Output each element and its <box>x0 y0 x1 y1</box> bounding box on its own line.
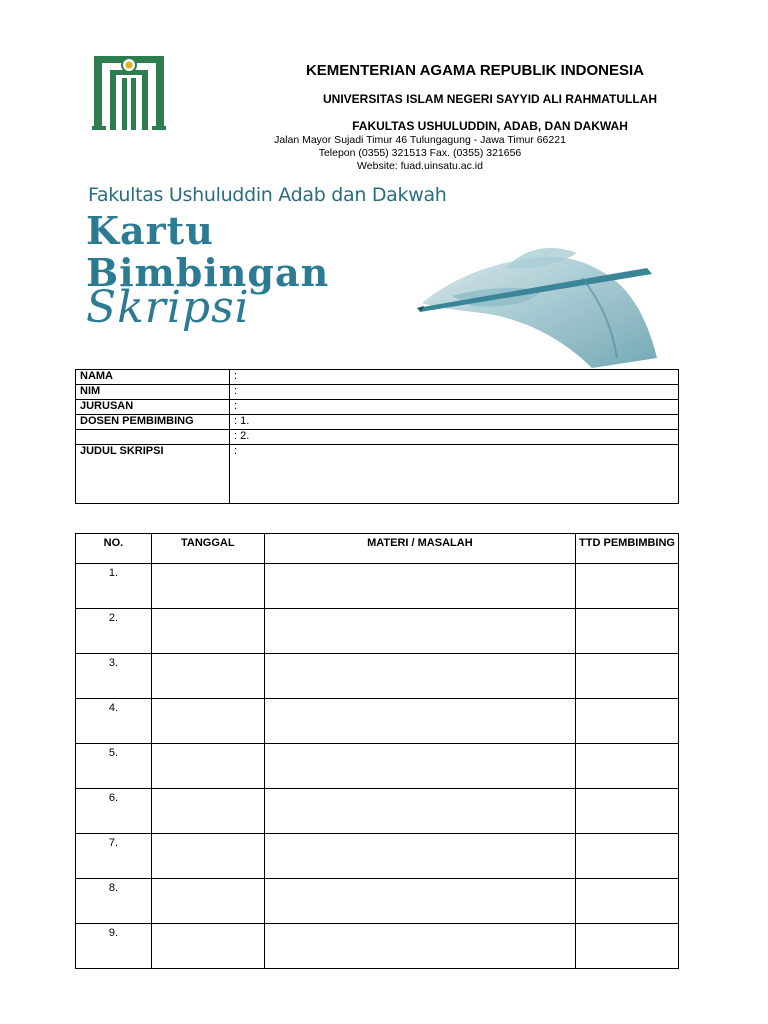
signature-cell <box>576 564 679 609</box>
table-row <box>76 879 679 924</box>
date-cell <box>151 609 264 654</box>
signature-cell <box>576 924 679 969</box>
table-row <box>76 564 679 609</box>
table-row <box>76 385 679 400</box>
university-heading: UNIVERSITAS ISLAM NEGERI SAYYID ALI RAHMATULLAH <box>322 92 657 106</box>
info-value: : 2. <box>230 430 679 445</box>
info-value: : <box>230 400 679 415</box>
table-row <box>76 400 679 415</box>
table-row <box>76 609 679 654</box>
university-logo <box>92 48 166 132</box>
table-row <box>76 789 679 834</box>
date-cell <box>151 834 264 879</box>
table-row <box>76 699 679 744</box>
material-cell <box>264 654 575 699</box>
column-header-no: NO. <box>76 534 152 564</box>
website-line: Website: fuad.uinsatu.ac.id <box>357 160 483 172</box>
info-value: : 1. <box>230 415 679 430</box>
banner-subtitle: Fakultas Ushuluddin Adab dan Dakwah <box>88 184 447 206</box>
table-row <box>76 445 679 504</box>
signature-cell <box>576 699 679 744</box>
table-row <box>76 415 679 430</box>
row-number: 3. <box>76 654 152 699</box>
date-cell <box>151 654 264 699</box>
info-value: : <box>230 445 679 504</box>
material-cell <box>264 699 575 744</box>
table-row <box>76 834 679 879</box>
faculty-heading: FAKULTAS USHULUDDIN, ADAB, DAN DAKWAH <box>352 119 628 133</box>
material-cell <box>264 609 575 654</box>
material-cell <box>264 924 575 969</box>
column-header-signature: TTD PEMBIMBING <box>576 534 679 564</box>
table-row <box>76 430 679 445</box>
table-header-row <box>76 534 679 564</box>
ministry-heading: KEMENTERIAN AGAMA REPUBLIK INDONESIA <box>305 62 645 79</box>
info-label: NIM <box>76 385 230 400</box>
material-cell <box>264 879 575 924</box>
row-number: 5. <box>76 744 152 789</box>
material-cell <box>264 789 575 834</box>
writing-hand-illustration <box>412 208 662 368</box>
signature-cell <box>576 609 679 654</box>
row-number: 1. <box>76 564 152 609</box>
info-value: : <box>230 370 679 385</box>
address-line: Jalan Mayor Sujadi Timur 46 Tulungagung - Jawa Timur 66221 <box>274 134 566 146</box>
info-label <box>76 430 230 445</box>
banner <box>82 178 662 368</box>
signature-cell <box>576 744 679 789</box>
banner-title-line3: Skripsi <box>86 282 250 333</box>
row-number: 2. <box>76 609 152 654</box>
phone-line: Telepon (0355) 321513 Fax. (0355) 321656 <box>318 147 522 159</box>
row-number: 6. <box>76 789 152 834</box>
date-cell <box>151 789 264 834</box>
date-cell <box>151 744 264 789</box>
material-cell <box>264 564 575 609</box>
table-row <box>76 744 679 789</box>
student-info-table <box>75 369 679 504</box>
signature-cell <box>576 879 679 924</box>
info-label: JURUSAN <box>76 400 230 415</box>
date-cell <box>151 879 264 924</box>
table-row <box>76 654 679 699</box>
signature-cell <box>576 654 679 699</box>
material-cell <box>264 834 575 879</box>
date-cell <box>151 699 264 744</box>
info-value: : <box>230 385 679 400</box>
date-cell <box>151 564 264 609</box>
banner-title-line1: Kartu <box>86 208 214 253</box>
row-number: 4. <box>76 699 152 744</box>
row-number: 9. <box>76 924 152 969</box>
row-number: 7. <box>76 834 152 879</box>
table-row <box>76 924 679 969</box>
guidance-log-table <box>75 533 679 969</box>
info-label: JUDUL SKRIPSI <box>76 445 230 504</box>
info-label: NAMA <box>76 370 230 385</box>
material-cell <box>264 744 575 789</box>
column-header-material: MATERI / MASALAH <box>264 534 575 564</box>
info-label: DOSEN PEMBIMBING <box>76 415 230 430</box>
column-header-date: TANGGAL <box>151 534 264 564</box>
banner-title-line2: Bimbingan <box>86 250 330 295</box>
date-cell <box>151 924 264 969</box>
signature-cell <box>576 789 679 834</box>
table-row <box>76 370 679 385</box>
signature-cell <box>576 834 679 879</box>
row-number: 8. <box>76 879 152 924</box>
